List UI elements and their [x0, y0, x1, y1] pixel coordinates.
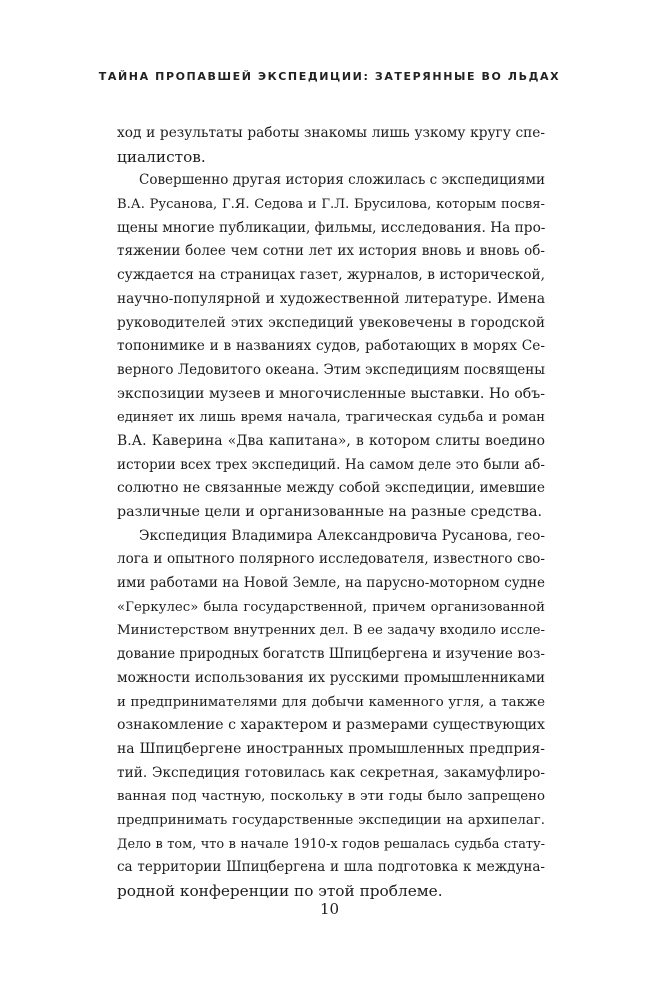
text-line: тяжении более чем сотни лет их история вновь и вновь об-: [117, 243, 545, 260]
text-line: предпринимать государственные экспедиции на архипелаг.: [117, 812, 545, 828]
text-line: единяет их лишь время начала, трагическая судьба и роман: [117, 410, 545, 426]
text-line: «Геркулес» была государственной, причем организованной: [117, 599, 545, 615]
running-head: ТАЙНА ПРОПАВШЕЙ ЭКСПЕДИЦИИ: ЗАТЕРЯННЫЕ ВО ЛЬДАХ: [98, 70, 561, 83]
text-line: солютно не связанные между собой экспедиции, имевшие: [117, 480, 545, 497]
text-line: ими работами на Новой Земле, на парусно-моторном судне: [117, 575, 545, 592]
text-line: можности использования их русскими промышленниками: [117, 669, 545, 686]
text-line: научно-популярной и художественной литературе. Имена: [117, 290, 545, 307]
text-line: тий. Экспедиция готовилась как секретная, закамуфлиро-: [117, 764, 545, 781]
text-line: Экспедиция Владимира Александровича Русанова, гео-: [139, 527, 545, 544]
text-line: ванная под частную, поскольку в эти годы было запрещено: [117, 789, 545, 805]
text-line: са территории Шпицбергена и шла подготовка к междуна-: [117, 859, 545, 876]
text-line: циалистов.: [117, 147, 206, 166]
text-line: верного Ледовитого океана. Этим экспедициям посвящены: [117, 361, 545, 378]
text-line: ход и результаты работы знакомы лишь узкому кругу спе-: [117, 125, 545, 141]
page-number: 10: [319, 900, 340, 918]
text-line: В.А. Каверина «Два капитана», в котором слиты воедино: [117, 432, 545, 449]
text-line: Министерством внутренних дел. В ее задачу входило иссле-: [117, 623, 545, 639]
text-line: щены многие публикации, фильмы, исследования. На про-: [117, 219, 546, 236]
text-line: на Шпицбергене иностранных промышленных предприя-: [117, 740, 545, 757]
text-line: топонимике и в названиях судов, работающих в морях Се-: [117, 338, 545, 355]
text-line: дование природных богатств Шпицбергена и изучение воз-: [117, 646, 545, 663]
text-line: суждается на страницах газет, журналов, в исторической,: [117, 267, 545, 284]
text-line: и предпринимателями для добычи каменного угля, а также: [117, 694, 545, 710]
text-line: экспозиции музеев и многочисленные выставки. Но объ-: [117, 385, 545, 402]
body-text: [117, 122, 545, 904]
text-line: лога и опытного полярного исследователя, известного сво-: [117, 551, 545, 568]
text-line: истории всех трех экспедиций. На самом деле это были аб-: [117, 456, 545, 473]
text-line: родной конференции по этой проблеме.: [117, 882, 443, 900]
text-line: различные цели и организованные на разные средства.: [117, 504, 543, 520]
text-line: В.А. Русанова, Г.Я. Седова и Г.Л. Брусилова, которым посвя-: [117, 197, 545, 213]
text-line: Совершенно другая история сложилась с экспедициями: [139, 172, 545, 189]
text-line: Дело в том, что в начале 1910-х годов решалась судьба стату-: [117, 836, 545, 852]
text-line: ознакомление с характером и размерами существующих: [117, 717, 545, 734]
text-line: руководителей этих экспедиций увековечены в городской: [117, 314, 545, 331]
